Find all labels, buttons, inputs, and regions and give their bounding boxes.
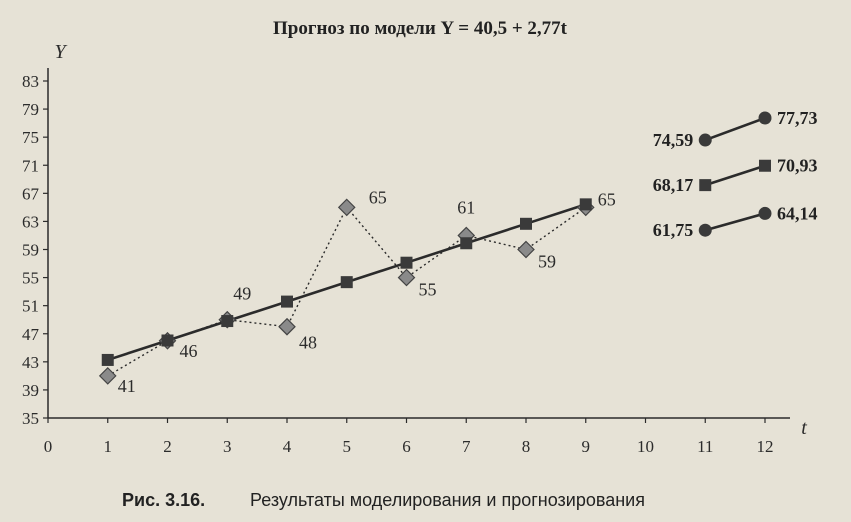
series-0-point	[518, 242, 534, 258]
x-tick-label: 12	[756, 437, 774, 456]
y-tick-label: 63	[22, 212, 39, 232]
series-1-point	[281, 296, 293, 308]
y-tick-label: 47	[22, 324, 39, 344]
series-1-point	[401, 257, 413, 269]
series-2-data-label: 74,59	[652, 130, 694, 151]
series-3-line	[705, 166, 765, 185]
series-1-point	[580, 198, 592, 210]
y-tick-label: 39	[22, 380, 39, 400]
x-tick-label: 11	[697, 437, 714, 456]
series-1-point	[102, 354, 114, 366]
series-0-point	[339, 199, 355, 215]
series-2-point	[759, 111, 772, 124]
series-1-point	[460, 237, 472, 249]
series-0-data-label: 59	[538, 251, 556, 272]
y-tick-label: 83	[22, 72, 39, 91]
series-0-point	[279, 319, 295, 335]
y-tick-label: 55	[22, 268, 39, 288]
x-tick-label: 6	[402, 437, 411, 456]
x-tick-label: 1	[103, 437, 112, 456]
caption-number: Рис. 3.16.	[122, 490, 206, 510]
x-tick-label: 0	[43, 437, 53, 456]
series-4-line	[705, 213, 765, 230]
series-0-data-label: 48	[299, 332, 317, 353]
data-labels	[118, 108, 818, 396]
caption-text: Результаты моделирования и прогнозирования	[250, 490, 645, 510]
series-0-data-label: 49	[233, 283, 252, 304]
y-tick-label: 35	[22, 409, 39, 428]
series-1-point	[162, 334, 174, 346]
x-tick-label: 5	[342, 437, 351, 456]
series-0-data-label: 65	[597, 189, 616, 210]
series-1-point	[341, 276, 353, 288]
x-tick-label: 7	[462, 437, 471, 456]
series-0-point	[100, 368, 116, 384]
series-4-data-label: 64,14	[777, 203, 818, 224]
series-2-line	[705, 118, 765, 140]
x-axis-label: t	[801, 417, 807, 439]
series-2-data-label: 77,73	[777, 107, 818, 128]
series-lines	[108, 118, 765, 376]
y-tick-label: 71	[22, 156, 39, 176]
axes	[22, 41, 807, 456]
y-tick-label: 79	[22, 100, 39, 120]
series-4-point	[759, 207, 772, 220]
series-markers	[100, 111, 772, 383]
y-tick-label: 67	[22, 184, 39, 204]
series-1-point	[221, 315, 233, 327]
y-tick-label: 59	[22, 240, 39, 260]
x-tick-label: 2	[163, 437, 172, 456]
series-4-point	[699, 224, 712, 237]
x-tick-label: 8	[521, 437, 531, 456]
series-0-data-label: 61	[457, 197, 476, 218]
y-tick-label: 51	[22, 296, 39, 316]
series-0-data-label: 55	[418, 279, 437, 300]
series-2-point	[699, 134, 712, 147]
y-tick-label: 75	[22, 128, 39, 148]
x-tick-label: 10	[637, 437, 654, 456]
series-3-point	[759, 160, 771, 172]
series-3-point	[699, 179, 711, 191]
y-axis-label: Y	[54, 41, 66, 63]
series-3-data-label: 68,17	[652, 175, 694, 196]
series-1-point	[520, 218, 532, 230]
y-tick-label: 43	[22, 352, 39, 372]
x-tick-label: 4	[282, 437, 292, 456]
series-0-data-label: 41	[117, 375, 136, 396]
series-0-data-label: 46	[179, 340, 198, 361]
series-4-data-label: 61,75	[652, 220, 694, 241]
chart-title: Прогноз по модели Y = 40,5 + 2,77t	[272, 18, 568, 39]
series-0-data-label: 65	[368, 187, 387, 208]
series-3-data-label: 70,93	[777, 155, 818, 176]
x-tick-label: 9	[581, 437, 590, 456]
x-tick-label: 3	[223, 437, 232, 456]
